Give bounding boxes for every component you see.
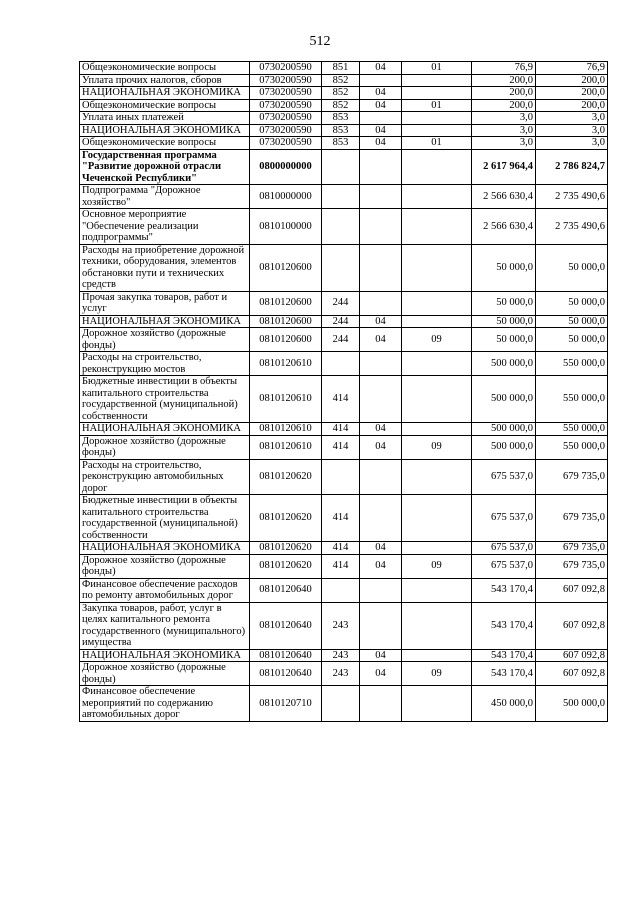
row-name: Прочая закупка товаров, работ и услуг [80, 291, 250, 315]
expense-type: 414 [322, 554, 360, 578]
table-row [80, 87, 608, 100]
section: 04 [360, 328, 402, 352]
target-code: 0810120600 [250, 244, 322, 291]
expense-type [322, 244, 360, 291]
subsection [402, 423, 472, 436]
row-name: НАЦИОНАЛЬНАЯ ЭКОНОМИКА [80, 124, 250, 137]
target-code: 0730200590 [250, 74, 322, 87]
amount-year-2: 2 735 490,6 [536, 185, 608, 209]
target-code: 0810120600 [250, 315, 322, 328]
amount-year-2: 50 000,0 [536, 315, 608, 328]
expense-type [322, 352, 360, 376]
amount-year-2: 550 000,0 [536, 376, 608, 423]
expense-type: 243 [322, 662, 360, 686]
table-row [80, 62, 608, 75]
table-row [80, 244, 608, 291]
table-row [80, 209, 608, 245]
expense-type: 851 [322, 62, 360, 75]
table-row [80, 315, 608, 328]
expense-type [322, 578, 360, 602]
amount-year-1: 500 000,0 [472, 352, 536, 376]
section [360, 686, 402, 722]
row-name: Дорожное хозяйство (дорожные фонды) [80, 435, 250, 459]
page-number: 512 [309, 34, 331, 49]
target-code: 0810120610 [250, 352, 322, 376]
subsection: 09 [402, 328, 472, 352]
table-row [80, 352, 608, 376]
amount-year-1: 200,0 [472, 99, 536, 112]
target-code: 0810120640 [250, 662, 322, 686]
amount-year-2: 50 000,0 [536, 244, 608, 291]
subsection [402, 602, 472, 649]
row-name: Финансовое обеспечение мероприятий по содержанию автомобильных дорог [80, 686, 250, 722]
target-code: 0810120640 [250, 649, 322, 662]
amount-year-2: 607 092,8 [536, 649, 608, 662]
subsection [402, 244, 472, 291]
amount-year-2: 3,0 [536, 137, 608, 150]
row-name: Дорожное хозяйство (дорожные фонды) [80, 662, 250, 686]
table-row [80, 328, 608, 352]
expense-type [322, 459, 360, 495]
amount-year-2: 2 786 824,7 [536, 149, 608, 185]
amount-year-1: 3,0 [472, 112, 536, 125]
table-row [80, 578, 608, 602]
amount-year-2: 200,0 [536, 74, 608, 87]
amount-year-1: 50 000,0 [472, 244, 536, 291]
target-code: 0810120620 [250, 495, 322, 542]
subsection: 09 [402, 662, 472, 686]
amount-year-2: 76,9 [536, 62, 608, 75]
row-name: НАЦИОНАЛЬНАЯ ЭКОНОМИКА [80, 423, 250, 436]
amount-year-2: 679 735,0 [536, 459, 608, 495]
subsection [402, 578, 472, 602]
table-row [80, 554, 608, 578]
target-code: 0810120610 [250, 435, 322, 459]
expense-type [322, 149, 360, 185]
table-row [80, 137, 608, 150]
target-code: 0810120600 [250, 291, 322, 315]
row-name: Государственная программа "Развитие дорожной отрасли Чеченской Республики" [80, 149, 250, 185]
amount-year-2: 50 000,0 [536, 291, 608, 315]
table-row [80, 99, 608, 112]
amount-year-1: 50 000,0 [472, 291, 536, 315]
amount-year-1: 200,0 [472, 74, 536, 87]
section [360, 209, 402, 245]
row-name: Финансовое обеспечение расходов по ремонту автомобильных дорог [80, 578, 250, 602]
amount-year-2: 550 000,0 [536, 423, 608, 436]
section [360, 602, 402, 649]
subsection [402, 112, 472, 125]
amount-year-1: 500 000,0 [472, 423, 536, 436]
table-row [80, 686, 608, 722]
row-name: НАЦИОНАЛЬНАЯ ЭКОНОМИКА [80, 542, 250, 555]
row-name: Дорожное хозяйство (дорожные фонды) [80, 554, 250, 578]
section: 04 [360, 137, 402, 150]
amount-year-1: 543 170,4 [472, 662, 536, 686]
subsection [402, 542, 472, 555]
target-code: 0810120600 [250, 328, 322, 352]
section [360, 376, 402, 423]
amount-year-1: 675 537,0 [472, 495, 536, 542]
amount-year-1: 500 000,0 [472, 435, 536, 459]
row-name: Закупка товаров, работ, услуг в целях капитального ремонта государственного (муниципального) имущества [80, 602, 250, 649]
subsection [402, 87, 472, 100]
target-code: 0800000000 [250, 149, 322, 185]
expense-type: 853 [322, 137, 360, 150]
section: 04 [360, 99, 402, 112]
amount-year-2: 50 000,0 [536, 328, 608, 352]
target-code: 0810000000 [250, 185, 322, 209]
amount-year-1: 543 170,4 [472, 649, 536, 662]
expense-type: 414 [322, 542, 360, 555]
target-code: 0810100000 [250, 209, 322, 245]
amount-year-1: 500 000,0 [472, 376, 536, 423]
subsection [402, 291, 472, 315]
row-name: НАЦИОНАЛЬНАЯ ЭКОНОМИКА [80, 87, 250, 100]
amount-year-1: 543 170,4 [472, 602, 536, 649]
section [360, 352, 402, 376]
row-name: Подпрограмма "Дорожное хозяйство" [80, 185, 250, 209]
target-code: 0730200590 [250, 112, 322, 125]
row-name: Общеэкономические вопросы [80, 99, 250, 112]
amount-year-2: 607 092,8 [536, 578, 608, 602]
subsection [402, 185, 472, 209]
row-name: Дорожное хозяйство (дорожные фонды) [80, 328, 250, 352]
subsection [402, 315, 472, 328]
subsection: 09 [402, 554, 472, 578]
subsection [402, 376, 472, 423]
amount-year-1: 3,0 [472, 137, 536, 150]
row-name: Уплата прочих налогов, сборов [80, 74, 250, 87]
amount-year-2: 500 000,0 [536, 686, 608, 722]
section [360, 495, 402, 542]
amount-year-1: 2 617 964,4 [472, 149, 536, 185]
section: 04 [360, 124, 402, 137]
table-row [80, 602, 608, 649]
row-name: Бюджетные инвестиции в объекты капитального строительства государственной (муниципальной) собственности [80, 495, 250, 542]
subsection [402, 352, 472, 376]
expense-type [322, 686, 360, 722]
table-row [80, 185, 608, 209]
subsection [402, 495, 472, 542]
row-name: Расходы на строительство, реконструкцию мостов [80, 352, 250, 376]
section [360, 459, 402, 495]
amount-year-2: 607 092,8 [536, 662, 608, 686]
target-code: 0810120640 [250, 602, 322, 649]
amount-year-1: 50 000,0 [472, 315, 536, 328]
section [360, 149, 402, 185]
expense-type: 244 [322, 291, 360, 315]
subsection: 09 [402, 435, 472, 459]
subsection [402, 649, 472, 662]
table-row [80, 74, 608, 87]
table-row [80, 124, 608, 137]
amount-year-1: 200,0 [472, 87, 536, 100]
amount-year-2: 679 735,0 [536, 554, 608, 578]
table-row [80, 662, 608, 686]
section: 04 [360, 87, 402, 100]
amount-year-1: 2 566 630,4 [472, 185, 536, 209]
amount-year-2: 200,0 [536, 99, 608, 112]
budget-table [79, 61, 608, 722]
subsection [402, 124, 472, 137]
amount-year-2: 200,0 [536, 87, 608, 100]
target-code: 0810120620 [250, 554, 322, 578]
expense-type: 414 [322, 423, 360, 436]
amount-year-2: 679 735,0 [536, 542, 608, 555]
section: 04 [360, 315, 402, 328]
row-name: НАЦИОНАЛЬНАЯ ЭКОНОМИКА [80, 315, 250, 328]
section: 04 [360, 423, 402, 436]
expense-type: 852 [322, 87, 360, 100]
row-name: Расходы на строительство, реконструкцию автомобильных дорог [80, 459, 250, 495]
expense-type [322, 209, 360, 245]
section [360, 244, 402, 291]
table-body [80, 62, 608, 722]
section [360, 185, 402, 209]
expense-type [322, 185, 360, 209]
section: 04 [360, 542, 402, 555]
expense-type: 414 [322, 435, 360, 459]
subsection: 01 [402, 62, 472, 75]
section: 04 [360, 62, 402, 75]
amount-year-2: 550 000,0 [536, 352, 608, 376]
section [360, 74, 402, 87]
target-code: 0730200590 [250, 87, 322, 100]
target-code: 0810120620 [250, 459, 322, 495]
target-code: 0810120610 [250, 376, 322, 423]
subsection [402, 459, 472, 495]
amount-year-1: 675 537,0 [472, 459, 536, 495]
section: 04 [360, 554, 402, 578]
row-name: Бюджетные инвестиции в объекты капитального строительства государственной (муниципальной) собственности [80, 376, 250, 423]
subsection [402, 209, 472, 245]
amount-year-2: 3,0 [536, 124, 608, 137]
amount-year-1: 543 170,4 [472, 578, 536, 602]
target-code: 0810120610 [250, 423, 322, 436]
amount-year-1: 2 566 630,4 [472, 209, 536, 245]
row-name: Основное мероприятие "Обеспечение реализации подпрограммы" [80, 209, 250, 245]
table-row [80, 149, 608, 185]
table-row [80, 542, 608, 555]
table-row [80, 435, 608, 459]
subsection: 01 [402, 99, 472, 112]
expense-type: 853 [322, 124, 360, 137]
subsection: 01 [402, 137, 472, 150]
row-name: Общеэкономические вопросы [80, 137, 250, 150]
amount-year-1: 3,0 [472, 124, 536, 137]
amount-year-2: 2 735 490,6 [536, 209, 608, 245]
target-code: 0730200590 [250, 62, 322, 75]
table-row [80, 291, 608, 315]
expense-type: 852 [322, 74, 360, 87]
expense-type: 852 [322, 99, 360, 112]
expense-type: 244 [322, 315, 360, 328]
amount-year-1: 675 537,0 [472, 542, 536, 555]
amount-year-2: 550 000,0 [536, 435, 608, 459]
row-name: НАЦИОНАЛЬНАЯ ЭКОНОМИКА [80, 649, 250, 662]
amount-year-1: 50 000,0 [472, 328, 536, 352]
section: 04 [360, 435, 402, 459]
amount-year-2: 679 735,0 [536, 495, 608, 542]
table-row [80, 376, 608, 423]
expense-type: 243 [322, 649, 360, 662]
subsection [402, 686, 472, 722]
section [360, 112, 402, 125]
expense-type: 414 [322, 495, 360, 542]
table-row [80, 423, 608, 436]
amount-year-1: 675 537,0 [472, 554, 536, 578]
amount-year-2: 3,0 [536, 112, 608, 125]
row-name: Общеэкономические вопросы [80, 62, 250, 75]
amount-year-2: 607 092,8 [536, 602, 608, 649]
section [360, 291, 402, 315]
amount-year-1: 450 000,0 [472, 686, 536, 722]
section: 04 [360, 662, 402, 686]
expense-type: 244 [322, 328, 360, 352]
table-row [80, 112, 608, 125]
table-row [80, 649, 608, 662]
subsection [402, 74, 472, 87]
subsection [402, 149, 472, 185]
section: 04 [360, 649, 402, 662]
row-name: Расходы на приобретение дорожной техники, оборудования, элементов обстановки пути и технических средств [80, 244, 250, 291]
row-name: Уплата иных платежей [80, 112, 250, 125]
expense-type: 243 [322, 602, 360, 649]
table-row [80, 495, 608, 542]
target-code: 0810120710 [250, 686, 322, 722]
target-code: 0730200590 [250, 124, 322, 137]
target-code: 0730200590 [250, 137, 322, 150]
target-code: 0810120620 [250, 542, 322, 555]
expense-type: 414 [322, 376, 360, 423]
target-code: 0730200590 [250, 99, 322, 112]
target-code: 0810120640 [250, 578, 322, 602]
section [360, 578, 402, 602]
expense-type: 853 [322, 112, 360, 125]
amount-year-1: 76,9 [472, 62, 536, 75]
table-row [80, 459, 608, 495]
